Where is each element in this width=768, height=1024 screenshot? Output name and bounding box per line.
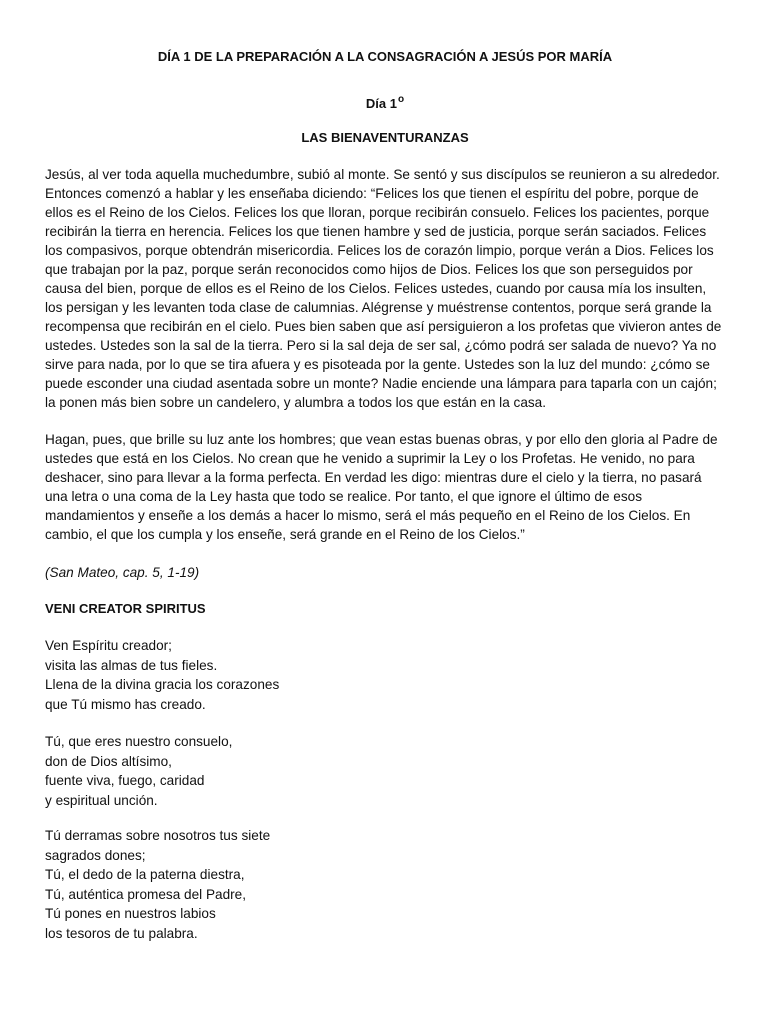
day-label: Día 1 [365, 96, 397, 111]
document-title: DÍA 1 DE LA PREPARACIÓN A LA CONSAGRACIÓN A JESÚS POR MARÍA [157, 49, 613, 64]
hymn-stanza-3 [45, 826, 725, 943]
day-heading [45, 91, 725, 113]
scripture-citation: (San Mateo, cap. 5, 1-19) [45, 565, 200, 580]
hymn-line: Ven Espíritu creador; [45, 638, 172, 653]
hymn-line: Tú, que eres nuestro consuelo, [45, 734, 233, 749]
hymn-title: VENI CREATOR SPIRITUS [45, 601, 206, 616]
day-superscript: o [397, 94, 405, 105]
hymn-line: sagrados dones; [45, 847, 146, 863]
hymn-line: Tú derramas sobre nosotros tus siete [45, 828, 271, 843]
gospel-paragraph-1: Jesús, al ver toda aquella muchedumbre, subió al monte. Se sentó y sus discípulos se reunieron a su alrededor. Entonces comenzó a hablar y les enseñaba diciendo: “Felices los que tienen el espíritu del pobre, porque de ellos es el Reino de los Cielos. Felices los que lloran, porque recibirán consuelo. Felices los pacientes, porque recibirán la tierra en herencia. Felices los que tienen hambre y sed de justicia, porque serán saciados. Felices los compasivos, porque obtendrán misericordia. Felices los de corazón limpio, porque verán a Dios. Felices los que trabajan por la paz, porque serán reconocidos como hijos de Dios. Felices los que son perseguidos por causa del bien, porque de ellos es el Reino de los Cielos. Felices ustedes, cuando por causa mía los insulten, los persigan y les levanten toda clase de calumnias. Alégrense y muéstrense contentos, porque será grande la recompensa que recibirán en el cielo. Pues bien saben que así persiguieron a los profetas que vivieron antes de ustedes. Ustedes son la sal de la tierra. Pero si la sal deja de ser sal, ¿cómo podrá ser salada de nuevo? Ya no sirve para nada, por lo que se tira afuera y es pisoteada por la gente. Ustedes son la luz del mundo: ¿cómo se puede esconder una ciudad asentada sobre un monte? Nadie enciende una lámpara para taparla con un cajón; la ponen más bien sobre un candelero, y alumbra a todos los que están en la casa. [45, 167, 722, 410]
hymn-line: y espiritual unción. [45, 792, 158, 808]
section-title: LAS BIENAVENTURANZAS [301, 130, 469, 145]
hymn-line: Llena de la divina gracia los corazones [45, 677, 280, 692]
hymn-line: los tesoros de tu palabra. [45, 925, 198, 941]
hymn-line: don de Dios altísimo, [45, 753, 172, 769]
hymn-stanza-2 [45, 732, 725, 810]
hymn-line: Tú, auténtica promesa del Padre, [45, 886, 246, 902]
hymn-line: Tú, el dedo de la paterna diestra, [45, 867, 245, 882]
hymn-line: que Tú mismo has creado. [45, 696, 206, 712]
hymn-line: fuente viva, fuego, caridad [45, 773, 205, 788]
hymn-line: Tú pones en nuestros labios [45, 906, 216, 921]
hymn-stanza-1 [45, 636, 725, 714]
gospel-paragraph-2: Hagan, pues, que brille su luz ante los hombres; que vean estas buenas obras, y por ello den gloria al Padre de ustedes que está en los Cielos. No crean que he venido a suprimir la Ley o los Profetas. He venido, no para deshacer, sino para llevar a la forma perfecta. En verdad les digo: mientras dure el cielo y la tierra, no pasará una letra o una coma de la Ley hasta que todo se realice. Por tanto, el que ignore el último de esos mandamientos y enseñe a los demás a hacer lo mismo, será el más pequeño en el Reino de los Cielos. En cambio, el que los cumpla y los enseñe, será grande en el Reino de los Cielos.” [45, 432, 718, 542]
hymn-line: visita las almas de tus fieles. [45, 657, 218, 673]
